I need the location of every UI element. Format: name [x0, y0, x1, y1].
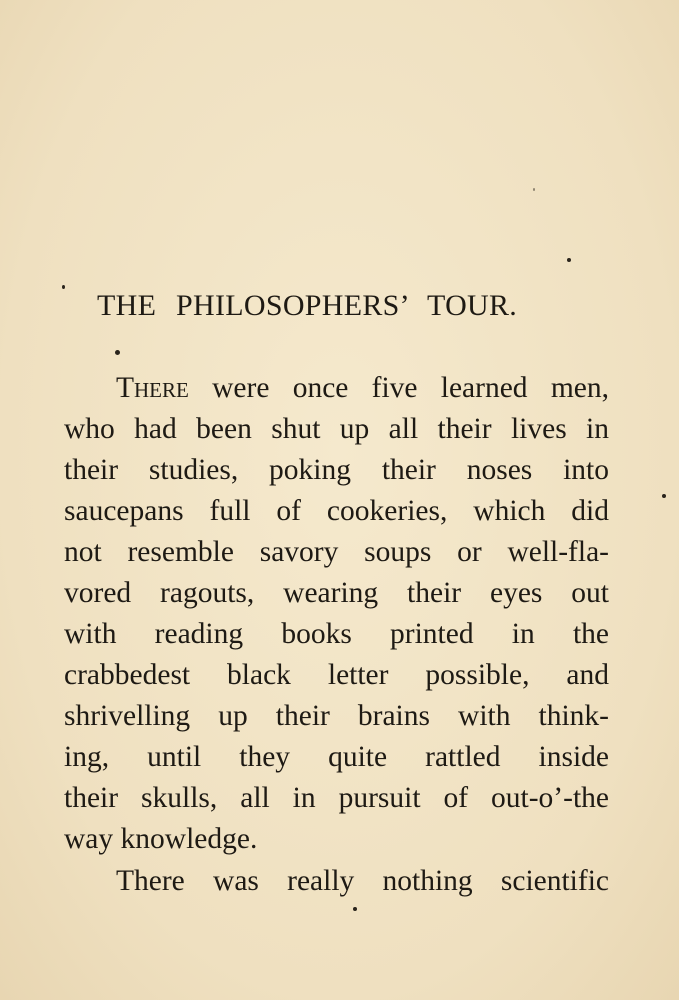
- text-line: way knowledge.: [64, 823, 258, 855]
- text-line: saucepans full of cookeries, which did: [64, 495, 609, 527]
- ink-speck: [115, 350, 120, 355]
- text-line: shrivelling up their brains with think-: [64, 700, 609, 732]
- text-line: [116, 368, 609, 409]
- text-line: with reading books printed in the: [64, 618, 609, 650]
- text-line: their skulls, all in pursuit of out-o’-the: [64, 782, 609, 814]
- lead-word: There: [116, 372, 189, 404]
- ink-speck: [353, 907, 357, 911]
- ink-speck: [567, 258, 571, 262]
- text-line: who had been shut up all their lives in: [64, 413, 609, 445]
- text-line: vored ragouts, wearing their eyes out: [64, 577, 609, 609]
- ink-speck: [662, 494, 666, 498]
- line-text: were once five learned men,: [188, 372, 609, 404]
- text-line: ing, until they quite rattled inside: [64, 741, 609, 773]
- chapter-title: THE PHILOSOPHERS’ TOUR.: [97, 289, 518, 322]
- ink-speck: [62, 285, 65, 289]
- text-line: their studies, poking their noses into: [64, 454, 609, 486]
- text-line: There was really nothing scientific: [116, 865, 609, 897]
- text-line: not resemble savory soups or well-fla-: [64, 536, 609, 568]
- text-line: crabbedest black letter possible, and: [64, 659, 609, 691]
- ink-speck: [533, 188, 535, 191]
